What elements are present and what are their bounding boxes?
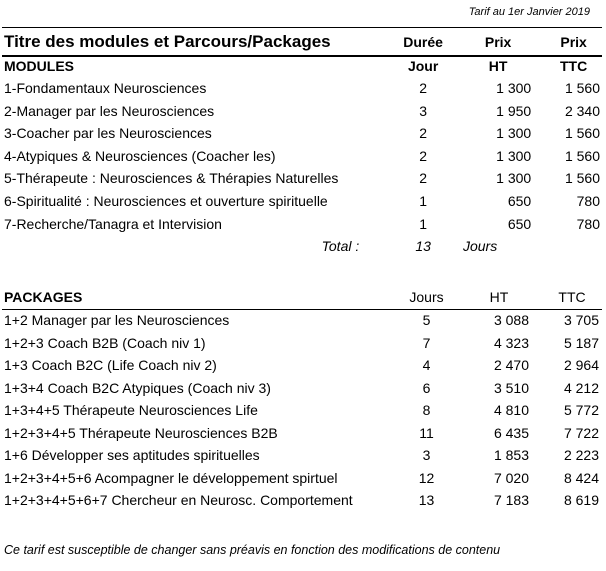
ttc-header: TTC — [558, 289, 586, 305]
module-ttc: 1 560 — [564, 147, 600, 164]
module-jours: 2 — [419, 147, 428, 164]
package-name: 1+3 Coach B2C (Life Coach niv 2) — [4, 357, 217, 373]
package-jours: 12 — [418, 469, 435, 486]
package-ttc: 5 187 — [563, 334, 599, 351]
package-ht: 1 853 — [493, 447, 529, 463]
package-ttc: 3 705 — [563, 312, 599, 328]
module-jours: 1 — [419, 192, 428, 209]
table-row — [4, 100, 606, 123]
package-ht: 3 510 — [493, 379, 529, 396]
package-ttc: 8 619 — [563, 492, 599, 508]
package-jours: 7 — [422, 334, 431, 351]
package-name: 1+2+3+4+5 Thérapeute Neurosciences B2B — [4, 424, 278, 441]
prix-ttc-header: Prix — [560, 34, 587, 50]
package-jours: 8 — [422, 402, 431, 418]
table-row — [4, 377, 605, 400]
total-row — [4, 235, 606, 258]
table-row — [4, 167, 606, 190]
module-name: 5-Thérapeute : Neurosciences & Thérapies Naturelles — [4, 170, 339, 187]
ttc-unit-header: TTC — [559, 58, 588, 74]
package-name: 1+2+3 Coach B2B (Coach niv 1) — [4, 334, 206, 351]
packages-table — [4, 285, 605, 512]
packages-header-row — [4, 285, 605, 309]
total-unit: Jours — [462, 238, 498, 255]
package-ht: 4 323 — [493, 334, 529, 351]
table-row — [4, 122, 606, 145]
module-name: 6-Spiritualité : Neurosciences et ouverture spirituelle — [4, 192, 328, 209]
package-name: 1+2+3+4+5+6 Acompagner le développement spirtuel — [4, 469, 338, 486]
package-name: 1+3+4+5 Thérapeute Neurosciences Life — [4, 402, 258, 418]
module-ttc: 780 — [576, 215, 600, 232]
duree-header: Durée — [403, 34, 443, 50]
module-jours: 1 — [419, 215, 428, 232]
module-ttc: 780 — [576, 192, 600, 209]
jour-unit-header: Jour — [407, 58, 439, 74]
ht-unit-header: HT — [488, 58, 508, 74]
table-row — [4, 444, 605, 467]
header-underline — [2, 55, 602, 57]
total-value: 13 — [415, 238, 431, 255]
package-name: 1+3+4 Coach B2C Atypiques (Coach niv 3) — [4, 379, 271, 396]
package-jours: 6 — [422, 379, 431, 396]
package-ht: 6 435 — [493, 424, 529, 441]
packages-underline — [2, 309, 602, 310]
module-ht: 650 — [507, 215, 532, 232]
top-rule — [2, 27, 602, 28]
module-ht: 1 300 — [496, 170, 532, 187]
module-name: 3-Coacher par les Neurosciences — [4, 125, 212, 142]
package-name: 1+2+3+4+5+6+7 Chercheur en Neurosc. Comportement — [4, 492, 353, 508]
package-ttc: 2 223 — [563, 447, 599, 463]
package-ht: 7 183 — [493, 492, 529, 508]
package-jours: 4 — [422, 357, 431, 373]
table-row — [4, 467, 605, 490]
module-ttc: 2 340 — [564, 102, 600, 119]
package-ttc: 4 212 — [563, 379, 599, 396]
table-row — [4, 77, 606, 100]
table-row — [4, 422, 605, 445]
module-name: 2-Manager par les Neurosciences — [4, 102, 215, 119]
module-ttc: 1 560 — [564, 125, 600, 142]
package-jours: 3 — [422, 447, 431, 463]
package-jours: 11 — [419, 424, 434, 441]
table-row — [4, 213, 606, 236]
disclaimer-note: Ce tarif est susceptible de changer sans préavis en fonction des modifications de contenu — [4, 543, 501, 557]
tarif-date-note: Tarif au 1er Janvier 2019 — [468, 6, 590, 18]
packages-section-label: PACKAGES — [4, 289, 83, 305]
package-ttc: 5 772 — [563, 402, 599, 418]
module-jours: 3 — [419, 102, 428, 119]
modules-table — [4, 29, 606, 258]
package-ttc: 7 722 — [563, 424, 599, 441]
table-row — [4, 489, 605, 512]
package-name: 1+2 Manager par les Neurosciences — [4, 312, 230, 328]
package-ht: 4 810 — [493, 402, 529, 418]
table-row — [4, 145, 606, 168]
module-name: 7-Recherche/Tanagra et Intervision — [4, 215, 222, 232]
ht-header: HT — [489, 289, 509, 305]
module-ht: 1 950 — [496, 102, 532, 119]
module-jours: 2 — [419, 80, 428, 96]
table-header-row — [4, 29, 606, 55]
package-ht: 2 470 — [493, 357, 529, 373]
module-ht: 1 300 — [496, 80, 532, 96]
table-row — [4, 309, 605, 332]
package-jours: 13 — [418, 492, 435, 508]
module-ht: 1 300 — [496, 125, 532, 142]
package-jours: 5 — [422, 312, 431, 328]
module-ht: 650 — [507, 192, 532, 209]
table-row — [4, 399, 605, 422]
package-ttc: 8 424 — [563, 469, 599, 486]
module-name: 4-Atypiques & Neurosciences (Coacher les) — [4, 147, 276, 164]
module-name: 1-Fondamentaux Neurosciences — [4, 80, 207, 96]
package-ht: 3 088 — [493, 312, 529, 328]
module-jours: 2 — [419, 170, 428, 187]
module-ttc: 1 560 — [564, 80, 600, 96]
table-title: Titre des modules et Parcours/Packages — [4, 32, 331, 51]
table-row — [4, 332, 605, 355]
jours-header: Jours — [409, 289, 444, 305]
module-ht: 1 300 — [496, 147, 532, 164]
package-ht: 7 020 — [493, 469, 529, 486]
modules-section-label: MODULES — [4, 58, 74, 74]
table-row — [4, 190, 606, 213]
module-ttc: 1 560 — [564, 170, 600, 187]
table-row — [4, 354, 605, 377]
modules-header-row — [4, 55, 606, 77]
package-ttc: 2 964 — [563, 357, 599, 373]
module-jours: 2 — [419, 125, 428, 142]
total-label: Total : — [321, 238, 360, 255]
package-name: 1+6 Développer ses aptitudes spirituelles — [4, 447, 260, 463]
prix-ht-header: Prix — [484, 34, 512, 50]
